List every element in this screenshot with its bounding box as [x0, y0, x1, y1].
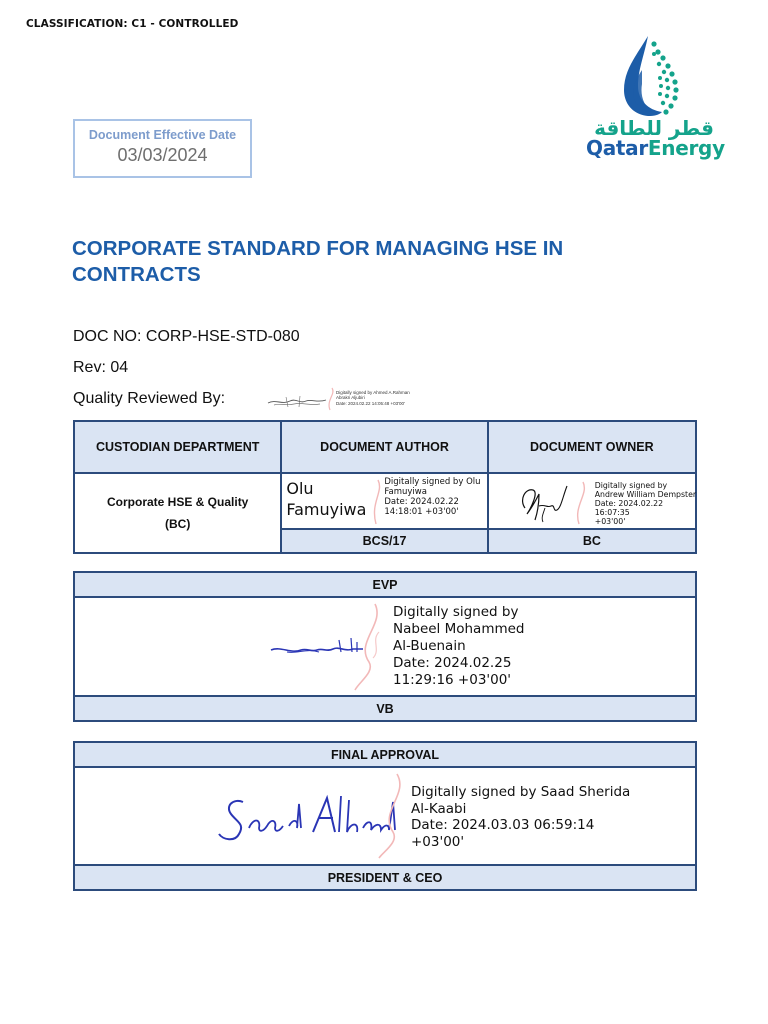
- author-info-line3: Date: 2024.02.22: [384, 497, 459, 507]
- author-signature-cell: [281, 473, 487, 529]
- evp-footer: VB: [74, 696, 696, 721]
- owner-signature-cell: [488, 473, 696, 529]
- ceo-sig-info: [411, 784, 631, 850]
- logo-name-text: [586, 136, 725, 160]
- document-title: CORPORATE STANDARD FOR MANAGING HSE IN CONTRACTS: [72, 237, 564, 286]
- ceo-info-line4: +03'00': [411, 833, 465, 850]
- custodian-name: Corporate HSE & Quality: [107, 495, 249, 509]
- quality-reviewer-sig-info: [336, 390, 436, 406]
- quality-reviewed-label: Quality Reviewed By:: [73, 390, 226, 407]
- effective-date-label: Document Effective Date: [88, 128, 237, 142]
- evp-info-line5: 11:29:16 +03'00': [393, 672, 512, 688]
- owner-info-line3: Date: 2024.02.22 16:07:35: [594, 499, 664, 517]
- owner-info-line2: Andrew William Dempster: [594, 490, 697, 499]
- ceo-info-line3: Date: 2024.03.03 06:59:14: [411, 817, 595, 833]
- evp-info-line1: Digitally signed by: [393, 604, 519, 620]
- owner-sig-info: [595, 481, 699, 526]
- evp-sig-info: [393, 604, 593, 689]
- owner-code: BC: [488, 529, 696, 553]
- ceo-info-line1: Digitally signed by Saad Sherida: [411, 784, 631, 800]
- final-approval-signature-cell: [74, 767, 696, 865]
- ceo-signature-icon: [215, 788, 405, 848]
- logo-arabic-text: قطر للطاقة: [594, 116, 714, 140]
- evp-header: EVP: [74, 572, 696, 597]
- final-approval-footer: PRESIDENT & CEO: [74, 865, 696, 890]
- quality-reviewer-signature-icon: [266, 391, 328, 411]
- qr-sig-line3: Date: 2024.02.22 14:05:48 +03'00': [336, 400, 405, 406]
- qr-sig-line2: Abrakri Aljubiri: [336, 395, 365, 401]
- author-signature-name: [286, 478, 366, 520]
- custodian-code: (BC): [165, 517, 191, 531]
- custodian-cell: [74, 473, 281, 553]
- evp-info-line4: Date: 2024.02.25: [393, 655, 512, 671]
- header-custodian: CUSTODIAN DEPARTMENT: [74, 421, 281, 473]
- evp-table: [73, 571, 697, 722]
- logo-name-qatar: Qatar: [586, 136, 648, 160]
- author-info-line1: Digitally signed by Olu: [384, 477, 481, 487]
- header-owner: DOCUMENT OWNER: [488, 421, 696, 473]
- evp-info-line3: Al-Buenain: [393, 638, 466, 654]
- author-name-line1: Olu: [286, 479, 314, 498]
- owner-info-line1: Digitally signed by: [594, 481, 668, 490]
- logo-name-energy: Energy: [647, 136, 725, 160]
- evp-signature-icon: [267, 634, 367, 664]
- author-info-line4: 14:18:01 +03'00': [384, 507, 459, 517]
- author-code: BCS/17: [281, 529, 487, 553]
- effective-date-box: [73, 119, 252, 178]
- owner-info-line4: +03'00': [594, 517, 626, 526]
- final-approval-table: [73, 741, 697, 891]
- final-approval-header: FINAL APPROVAL: [74, 742, 696, 767]
- author-info-line2: Famuyiwa: [384, 487, 427, 497]
- owner-signature-icon: [515, 478, 575, 524]
- qr-sig-line1: Digitally signed by Ahmed A.Rahman: [336, 390, 410, 395]
- revision: Rev: 04: [73, 359, 129, 376]
- author-name-line2: Famuyiwa: [286, 500, 367, 519]
- effective-date-value: 03/03/2024: [117, 145, 208, 165]
- author-stamp-mark-icon: [366, 478, 386, 526]
- doc-number: DOC NO: CORP-HSE-STD-080: [73, 328, 300, 345]
- classification-label: CLASSIFICATION: C1 - CONTROLLED: [26, 18, 239, 30]
- author-sig-info: [384, 477, 489, 517]
- signatory-table: [73, 420, 697, 554]
- evp-signature-cell: [74, 597, 696, 696]
- header-author: DOCUMENT AUTHOR: [281, 421, 487, 473]
- evp-info-line2: Nabeel Mohammed: [393, 621, 525, 637]
- ceo-info-line2: Al-Kaabi: [411, 800, 467, 817]
